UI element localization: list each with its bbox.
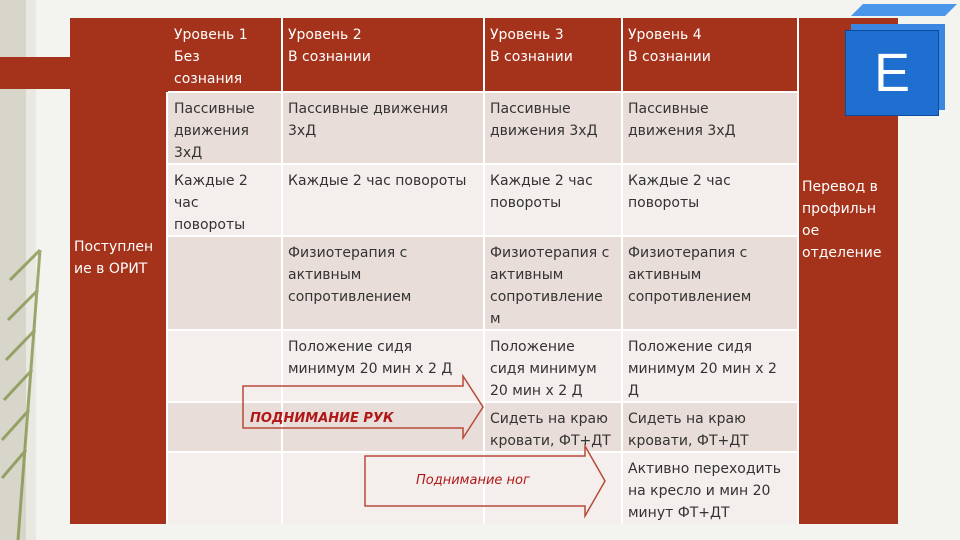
transfer-label: Перевод в профильн ое отделение: [802, 179, 882, 261]
cell-edge-l4: Сидеть на краю кровати, ФТ+ДТ: [622, 402, 798, 452]
cell-passive-l1: Пассивные движения 3хД: [168, 92, 282, 164]
cell-turns-l2: Каждые 2 час повороты: [282, 164, 484, 236]
cell-sitting-l4: Положение сидя минимум 20 мин х 2 Д: [622, 330, 798, 402]
cell-physio-l2: Физиотерапия с активным сопротивлением: [282, 236, 484, 330]
cell-chair-l4: Активно переходить на кресло и мин 20 минут ФТ+ДТ: [622, 452, 798, 524]
header-level-4: Уровень 4 В сознании: [622, 18, 798, 92]
header-level-3: Уровень 3 В сознании: [484, 18, 622, 92]
cell-turns-l1: Каждые 2 час повороты: [168, 164, 282, 236]
admission-label: Поступлен ие в ОРИТ: [74, 239, 154, 277]
cell-sitting-l3: Положение сидя минимум 20 мин х 2 Д: [484, 330, 622, 402]
cell-passive-l3: Пассивные движения 3хД: [484, 92, 622, 164]
cell-turns-l4: Каждые 2 час повороты: [622, 164, 798, 236]
cell-edge-l3: Сидеть на краю кровати, ФТ+ДТ: [484, 402, 622, 452]
badge-e: E: [845, 30, 939, 116]
cell-sitting-l2: Положение сидя минимум 20 мин х 2 Д: [282, 330, 484, 402]
cell-passive-l4: Пассивные движения 3хД: [622, 92, 798, 164]
raise-legs-label: Поднимание ног: [416, 473, 530, 488]
cell-physio-l3: Физиотерапия с активным сопротивление м: [484, 236, 622, 330]
raise-arms-label: ПОДНИМАНИЕ РУК: [250, 411, 394, 426]
arrow-raise-arms: [243, 376, 483, 438]
cell-physio-l4: Физиотерапия с активным сопротивлением: [622, 236, 798, 330]
header-level-2: Уровень 2 В сознании: [282, 18, 484, 92]
cell-turns-l3: Каждые 2 час повороты: [484, 164, 622, 236]
cell-passive-l2: Пассивные движения 3хД: [282, 92, 484, 164]
header-level-1: Уровень 1 Без сознания: [168, 18, 282, 92]
